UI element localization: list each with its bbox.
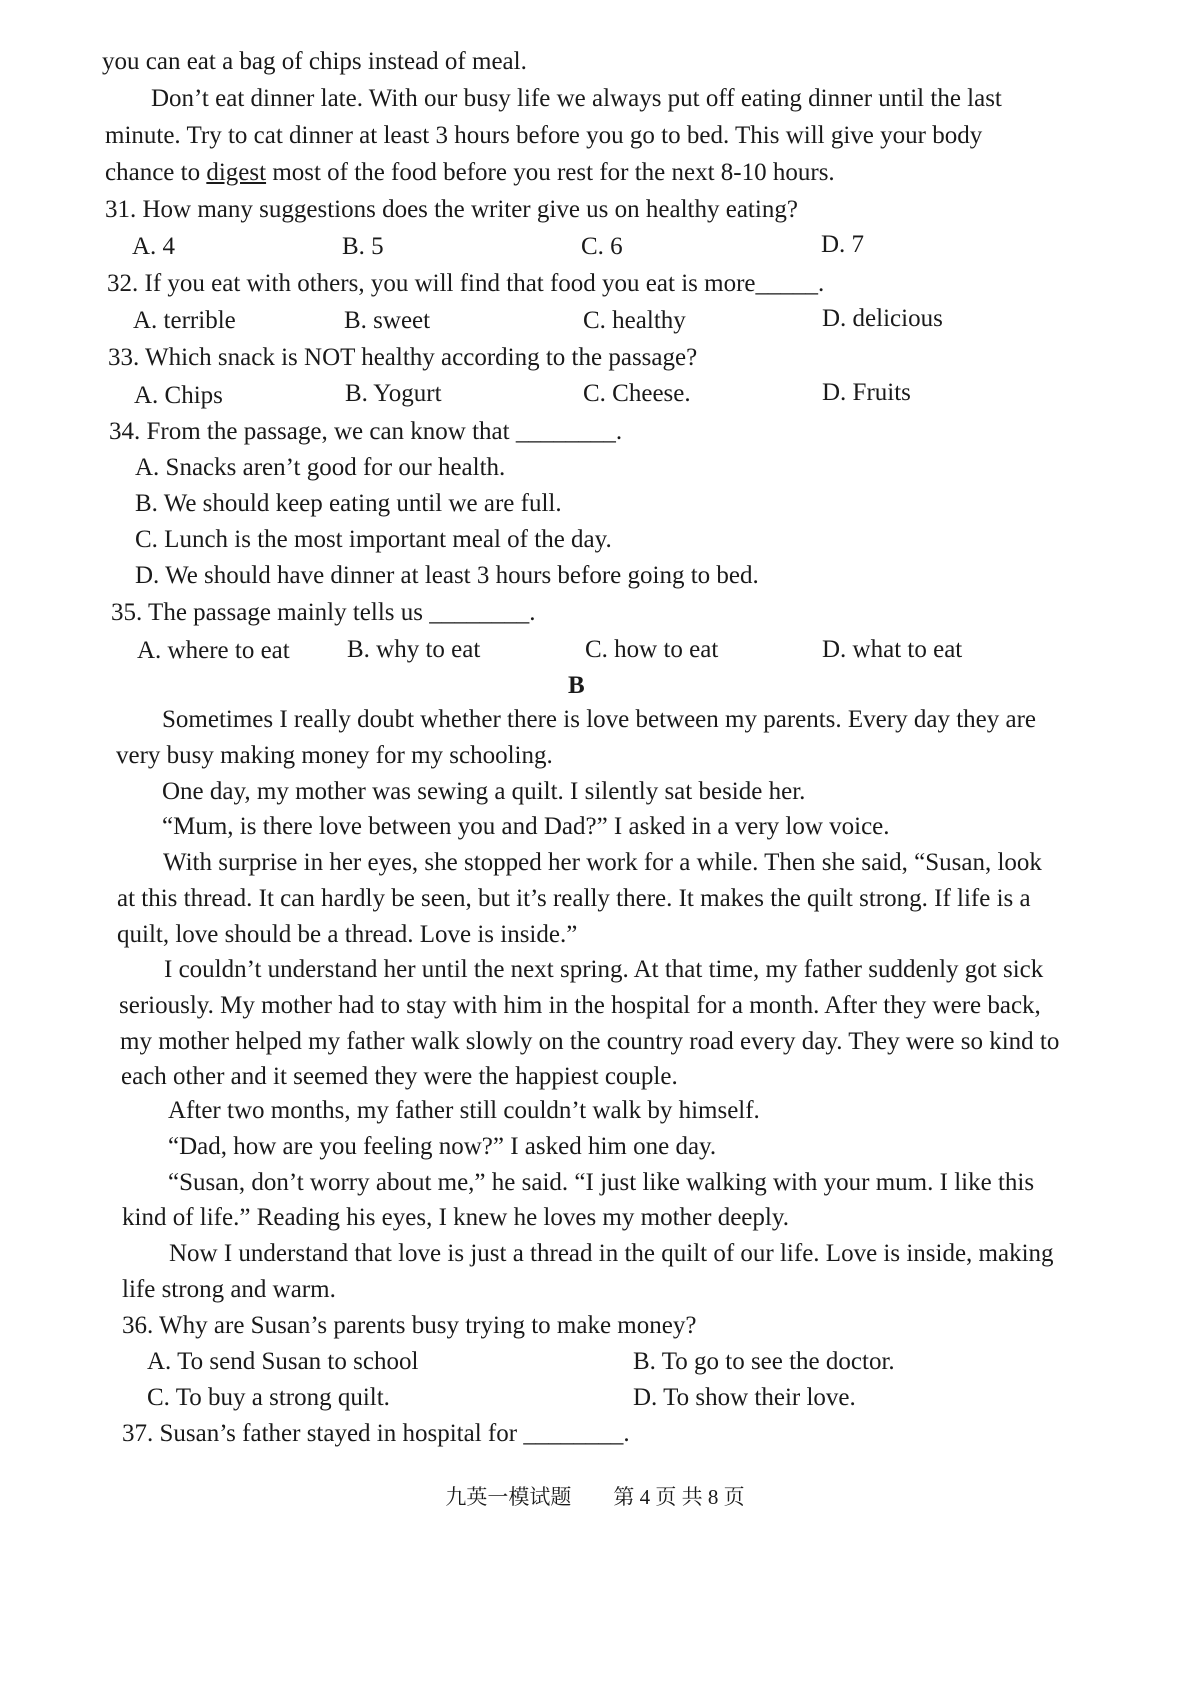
option: B. why to eat [347,636,481,663]
option: A. where to eat [137,637,290,664]
question-stem: 36. Why are Susan’s parents busy trying to make money? [122,1312,697,1339]
passage-line: “Susan, don’t worry about me,” he said. “I just like walking with your mum. I like this [168,1169,1035,1196]
option: C. Cheese. [583,380,691,407]
option: C. healthy [583,307,686,334]
passage-text: most of the food before you rest for the next 8-10 hours. [266,159,835,186]
passage-line: Now I understand that love is just a thread in the quilt of our life. Love is inside, making [169,1240,1054,1267]
passage-line: life strong and warm. [122,1276,336,1303]
option: D. To show their love. [633,1384,856,1411]
option: A. 4 [132,233,176,260]
option: B. 5 [342,233,384,260]
passage-line: One day, my mother was sewing a quilt. I silently sat beside her. [162,778,806,805]
question-stem: 34. From the passage, we can know that ________. [109,418,623,445]
option: A. terrible [133,307,236,334]
section-title: B [568,672,585,699]
passage-line: each other and it seemed they were the happiest couple. [121,1063,678,1090]
question-stem: 37. Susan’s father stayed in hospital for ________. [122,1420,630,1447]
option: B. Yogurt [345,380,442,407]
question-stem: 32. If you eat with others, you will find that food you eat is more_____. [107,270,825,297]
passage-line: minute. Try to cat dinner at least 3 hours before you go to bed. This will give your body [105,122,983,149]
option: A. Chips [134,382,223,409]
option: B. We should keep eating until we are full. [135,490,562,517]
passage-line: quilt, love should be a thread. Love is inside.” [117,921,578,948]
passage-line: you can eat a bag of chips instead of meal. [102,48,527,75]
passage-line: at this thread. It can hardly be seen, but it’s really there. It makes the quilt strong. If life is a [117,885,1031,912]
option: D. what to eat [822,636,963,663]
passage-line: After two months, my father still couldn’t walk by himself. [168,1097,760,1124]
passage-line: Sometimes I really doubt whether there is love between my parents. Every day they are [162,706,1037,733]
option: A. To send Susan to school [147,1348,419,1375]
option: D. delicious [822,305,943,332]
passage-line [105,158,835,188]
option: C. how to eat [585,636,719,663]
option: D. We should have dinner at least 3 hours before going to bed. [135,562,759,589]
passage-line: kind of life.” Reading his eyes, I knew he loves my mother deeply. [122,1204,789,1231]
passage-line: “Mum, is there love between you and Dad?” I asked in a very low voice. [162,813,890,840]
passage-line: With surprise in her eyes, she stopped her work for a while. Then she said, “Susan, look [163,849,1042,876]
option: D. 7 [821,231,865,258]
passage-text: chance to [105,159,207,186]
question-stem: 31. How many suggestions does the writer give us on healthy eating? [105,196,798,223]
option: B. sweet [344,307,431,334]
option: C. Lunch is the most important meal of the day. [135,526,612,553]
question-stem: 33. Which snack is NOT healthy according to the passage? [108,344,698,371]
option: C. 6 [581,233,623,260]
option: B. To go to see the doctor. [633,1348,895,1375]
passage-line: very busy making money for my schooling. [116,742,553,769]
option: A. Snacks aren’t good for our health. [135,454,506,481]
underlined-word: digest [206,159,267,186]
option: D. Fruits [822,379,911,406]
passage-line: my mother helped my father walk slowly on the country road every day. They were so kind to [120,1028,1060,1055]
page-footer: 九英一模试题 第 4 页 共 8 页 [445,1485,745,1509]
passage-line: Don’t eat dinner late. With our busy life we always put off eating dinner until the last [151,85,1002,112]
passage-line: “Dad, how are you feeling now?” I asked him one day. [168,1133,717,1160]
passage-line: I couldn’t understand her until the next spring. At that time, my father suddenly got sick [164,956,1044,983]
passage-line: seriously. My mother had to stay with him in the hospital for a month. After they were back, [119,992,1041,1019]
question-stem: 35. The passage mainly tells us ________. [111,599,536,626]
option: C. To buy a strong quilt. [147,1384,390,1411]
